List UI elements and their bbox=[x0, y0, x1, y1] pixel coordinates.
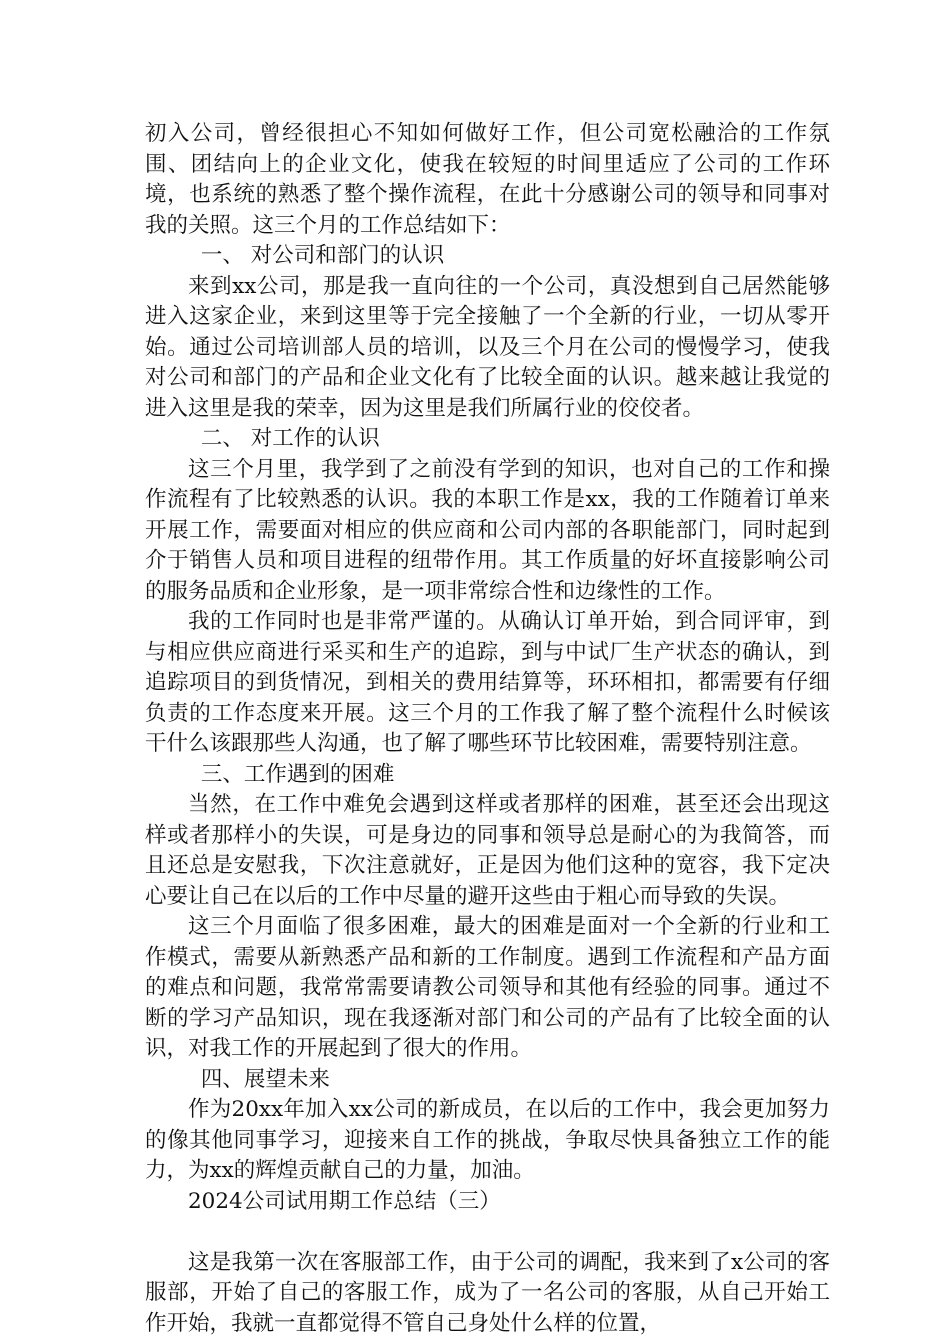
section-heading-work: 二、 对工作的认识 bbox=[200, 426, 380, 451]
body-paragraph: 这是我第一次在客服部工作，由于公司的调配，我来到了x公司的客服部，开始了自己的客服工作，成为了一名公司的客服，从自己开始工作开始，我就一直都觉得不管自己身处什么样的位置， bbox=[145, 1249, 830, 1336]
document-body bbox=[145, 119, 830, 1339]
document-subtitle: 2024公司试用期工作总结（三） bbox=[188, 1188, 501, 1214]
section-heading-outlook: 四、展望未来 bbox=[200, 1066, 330, 1092]
section-heading-difficulties: 三、工作遇到的困难 bbox=[200, 761, 395, 787]
intro-paragraph: 初入公司，曾经很担心不知如何做好工作，但公司宽松融洽的工作氛围、团结向上的企业文化，使我在较短的时间里适应了公司的工作环境，也系统的熟悉了整个操作流程，在此十分感谢公司的领导和同事对我的关照。这三个月的工作总结如下： bbox=[145, 121, 830, 238]
body-paragraph: 我的工作同时也是非常严谨的。从确认订单开始，到合同评审，到与相应供应商进行采买和生产的追踪，到与中试厂生产状态的确认，到追踪项目的到货情况，到相关的费用结算等，环环相扣，都需要有仔细负责的工作态度来开展。这三个月的工作我了解了整个流程什么时候该干什么该跟那些人沟通，也了解了哪些环节比较困难，需要特别注意。 bbox=[145, 609, 830, 756]
body-paragraph: 这三个月里，我学到了之前没有学到的知识，也对自己的工作和操作流程有了比较熟悉的认识。我的本职工作是xx，我的工作随着订单来开展工作，需要面对相应的供应商和公司内部的各职能部门，同时起到介于销售人员和项目进程的纽带作用。其工作质量的好坏直接影响公司的服务品质和企业形象，是一项非常综合性和边缘性的工作。 bbox=[145, 456, 830, 604]
section-heading-company: 一、 对公司和部门的认识 bbox=[200, 243, 445, 268]
body-paragraph: 这三个月面临了很多困难，最大的困难是面对一个全新的行业和工作模式，需要从新熟悉产品和新的工作制度。遇到工作流程和产品方面的难点和问题，我常常需要请教公司领导和其他有经验的同事。通过不断的学习产品知识，现在我逐渐对部门和公司的产品有了比较全面的认识，对我工作的开展起到了很大的作用。 bbox=[145, 914, 830, 1061]
body-paragraph: 来到xx公司，那是我一直向往的一个公司，真没想到自己居然能够进入这家企业，来到这里等于完全接触了一个全新的行业，一切从零开始。通过公司培训部人员的培训，以及三个月在公司的慢慢学习，使我对公司和部门的产品和企业文化有了比较全面的认识。越来越让我觉的进入这里是我的荣幸，因为这里是我们所属行业的佼佼者。 bbox=[145, 273, 830, 421]
blank-line bbox=[145, 1217, 830, 1248]
body-paragraph: 当然，在工作中难免会遇到这样或者那样的困难，甚至还会出现这样或者那样小的失误，可是身边的同事和领导总是耐心的为我简答，而且还总是安慰我，下次注意就好，正是因为他们这种的宽容，我下定决心要让自己在以后的工作中尽量的避开这些由于粗心而导致的失误。 bbox=[145, 792, 830, 909]
body-paragraph: 作为20xx年加入xx公司的新成员，在以后的工作中，我会更加努力的像其他同事学习，迎接来自工作的挑战，争取尽快具备独立工作的能力，为xx的辉煌贡献自己的力量，加油。 bbox=[145, 1097, 830, 1183]
